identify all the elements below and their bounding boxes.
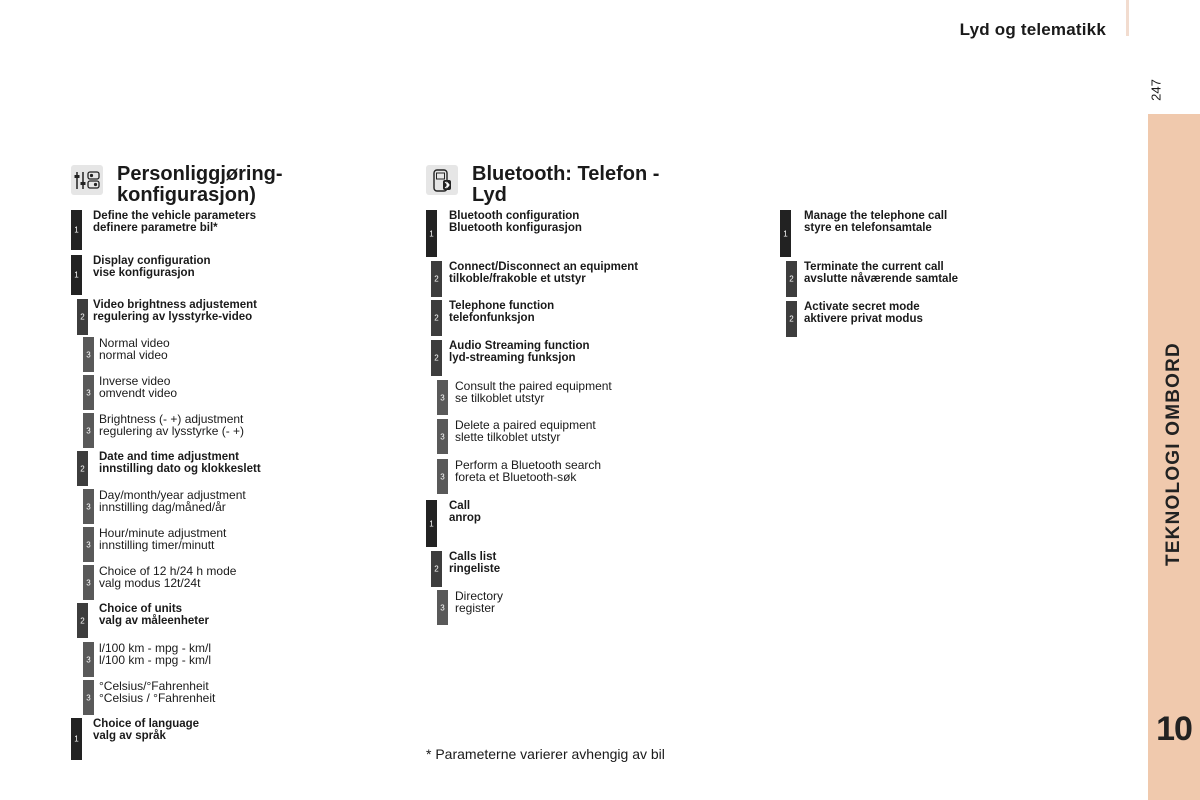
menu-level-marker: 2: [77, 603, 88, 638]
menu-level-marker: 3: [83, 337, 94, 372]
menu-level-marker: 3: [83, 680, 94, 715]
chapter-number: 10: [1156, 710, 1192, 748]
menu-level-marker: 2: [786, 261, 797, 297]
menu-level-marker: 1: [426, 500, 437, 547]
footnote: * Parameterne varierer avhengig av bil: [426, 746, 665, 762]
page-number: 247: [1148, 79, 1164, 101]
menu-level-marker: 2: [431, 300, 442, 336]
menu-level-marker: 2: [77, 451, 88, 486]
menu-level-marker: 3: [437, 459, 448, 494]
menu-level-marker: 3: [83, 489, 94, 524]
menu-level-marker: 2: [77, 299, 88, 335]
settings-sliders-icon: [71, 165, 103, 195]
menu-level-marker: 3: [437, 590, 448, 625]
menu-level-marker: 1: [71, 210, 82, 250]
menu-level-marker: 3: [83, 413, 94, 448]
menu-level-marker: 1: [780, 210, 791, 257]
chapter-side-tab: TEKNOLOGI OMBORD 10: [1148, 114, 1200, 800]
section-title-bluetooth: Bluetooth: Telefon - Lyd: [472, 163, 660, 206]
menu-level-marker: 1: [71, 255, 82, 295]
menu-level-marker: 2: [431, 340, 442, 376]
phone-bluetooth-icon: [426, 165, 458, 195]
header-divider: [1126, 0, 1129, 36]
menu-level-marker: 2: [431, 261, 442, 297]
menu-level-marker: 2: [786, 301, 797, 337]
menu-level-marker: 3: [83, 642, 94, 677]
menu-level-marker: 2: [431, 551, 442, 587]
section-title-personalisation: Personliggjøring- konfigurasjon): [117, 163, 283, 206]
menu-level-marker: 1: [426, 210, 437, 257]
menu-level-marker: 3: [437, 380, 448, 415]
menu-level-marker: 3: [83, 375, 94, 410]
menu-level-marker: 3: [83, 527, 94, 562]
running-header: Lyd og telematikk: [959, 20, 1106, 39]
menu-level-marker: 3: [83, 565, 94, 600]
menu-level-marker: 1: [71, 718, 82, 760]
menu-level-marker: 3: [437, 419, 448, 454]
